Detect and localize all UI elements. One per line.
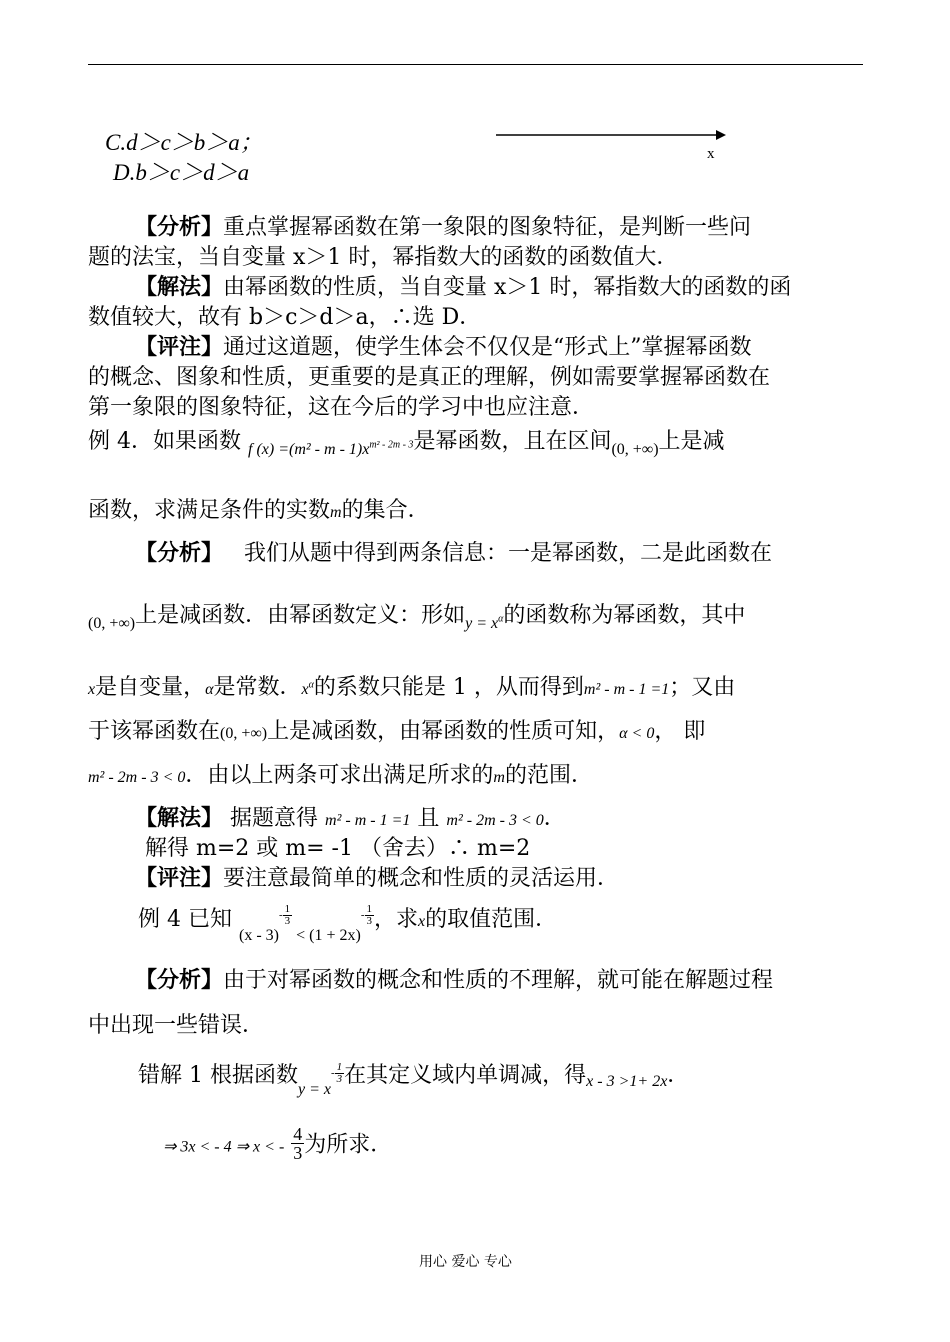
wrong-solution-line-1: 错解 1 根据函数$_{y = x^{- \frac{1}{3}}}$ 在其定义域内单调减，得x - 3 >1+ 2x． (138, 1060, 690, 1098)
example-4b-line: 例 4 已知 $_{(x - 3)^{- \frac{1}{3}} < (1 + 2x)^{- \frac{1}{3}}}$ ，求x的取值范围． (138, 902, 558, 944)
header-rule (88, 64, 863, 65)
page-footer: 用心 爱心 专心 (419, 1254, 512, 1270)
comment-line-3: 第一象限的图象特征，这在今后的学习中也应注意． (88, 395, 595, 420)
analysis-line-2: 题的法宝，当自变量 x＞1 时，幂指数大的函数的函数值大． (88, 245, 679, 270)
ex4b-analysis-line-1: 【分析】由于对幂函数的概念和性质的不理解，就可能在解题过程 (135, 967, 774, 993)
x-axis-arrow (494, 126, 730, 146)
ex4a-analysis-line-4: 于该幂函数在(0, +∞)上是减函数，由幂函数的性质可知，α < 0， 即 (88, 719, 706, 744)
option-c: C.d＞c＞b＞a； (105, 130, 263, 155)
example-4a-line-2: 函数，求满足条件的实数m的集合． (88, 498, 430, 523)
ex4a-solution-line-1: 【解法】 据题意得 m² - m - 1 =1 且 m² - 2m - 3 < 0． (135, 805, 566, 831)
solution-line-1: 【解法】由幂函数的性质，当自变量 x＞1 时，幂指数大的函数的函 (135, 274, 792, 300)
ex4b-analysis-line-2: 中出现一些错误． (88, 1013, 265, 1038)
comment-line-2: 的概念、图象和性质，更重要的是真正的理解，例如需要掌握幂函数在 (88, 365, 771, 390)
ex4a-analysis-line-3: x是自变量，α是常数．$x^\alpha$的系数只能是 1 ，从而得到m² - m - 1 =1；又由 (88, 675, 736, 700)
ex4a-solution-line-2: 解得 m=2 或 m= -1 （舍去）∴ m=2 (145, 836, 531, 861)
ex4a-analysis-line-1: 【分析】 我们从题中得到两条信息：一是幂函数，二是此函数在 (135, 540, 773, 566)
ex4a-analysis-line-5: m² - 2m - 3 < 0．由以上两条可求出满足所求的m的范围． (88, 763, 593, 788)
x-axis-label: x (707, 146, 715, 162)
wrong-solution-line-2: ⇒ 3x < - 4 ⇒ x < - $\frac{4}{3}$ 为所求． (163, 1124, 393, 1163)
analysis-line-1: 【分析】重点掌握幂函数在第一象限的图象特征，是判断一些问 (135, 214, 752, 240)
comment-line-1: 【评注】通过这道题，使学生体会不仅仅是“形式上”掌握幂函数 (135, 334, 752, 360)
example-4a-line-1: 例 4．如果函数 $_{f (x) =(m^2 - m - 1)x^{m^2 - 2m - 3}}$是幂函数，且在区间$_{(0, +\infty)}$上是减 (88, 429, 725, 458)
ex4a-comment: 【评注】要注意最简单的概念和性质的灵活运用． (135, 865, 620, 891)
option-d: D.b＞c＞d＞a (113, 160, 250, 185)
ex4a-analysis-line-2: $_{(0, +\infty)}$上是减函数．由幂函数定义：形如$_{y = x^\alpha}$的函数称为幂函数，其中 (88, 603, 746, 632)
solution-line-2: 数值较大，故有 b＞c＞d＞a，∴选 D． (88, 305, 482, 330)
